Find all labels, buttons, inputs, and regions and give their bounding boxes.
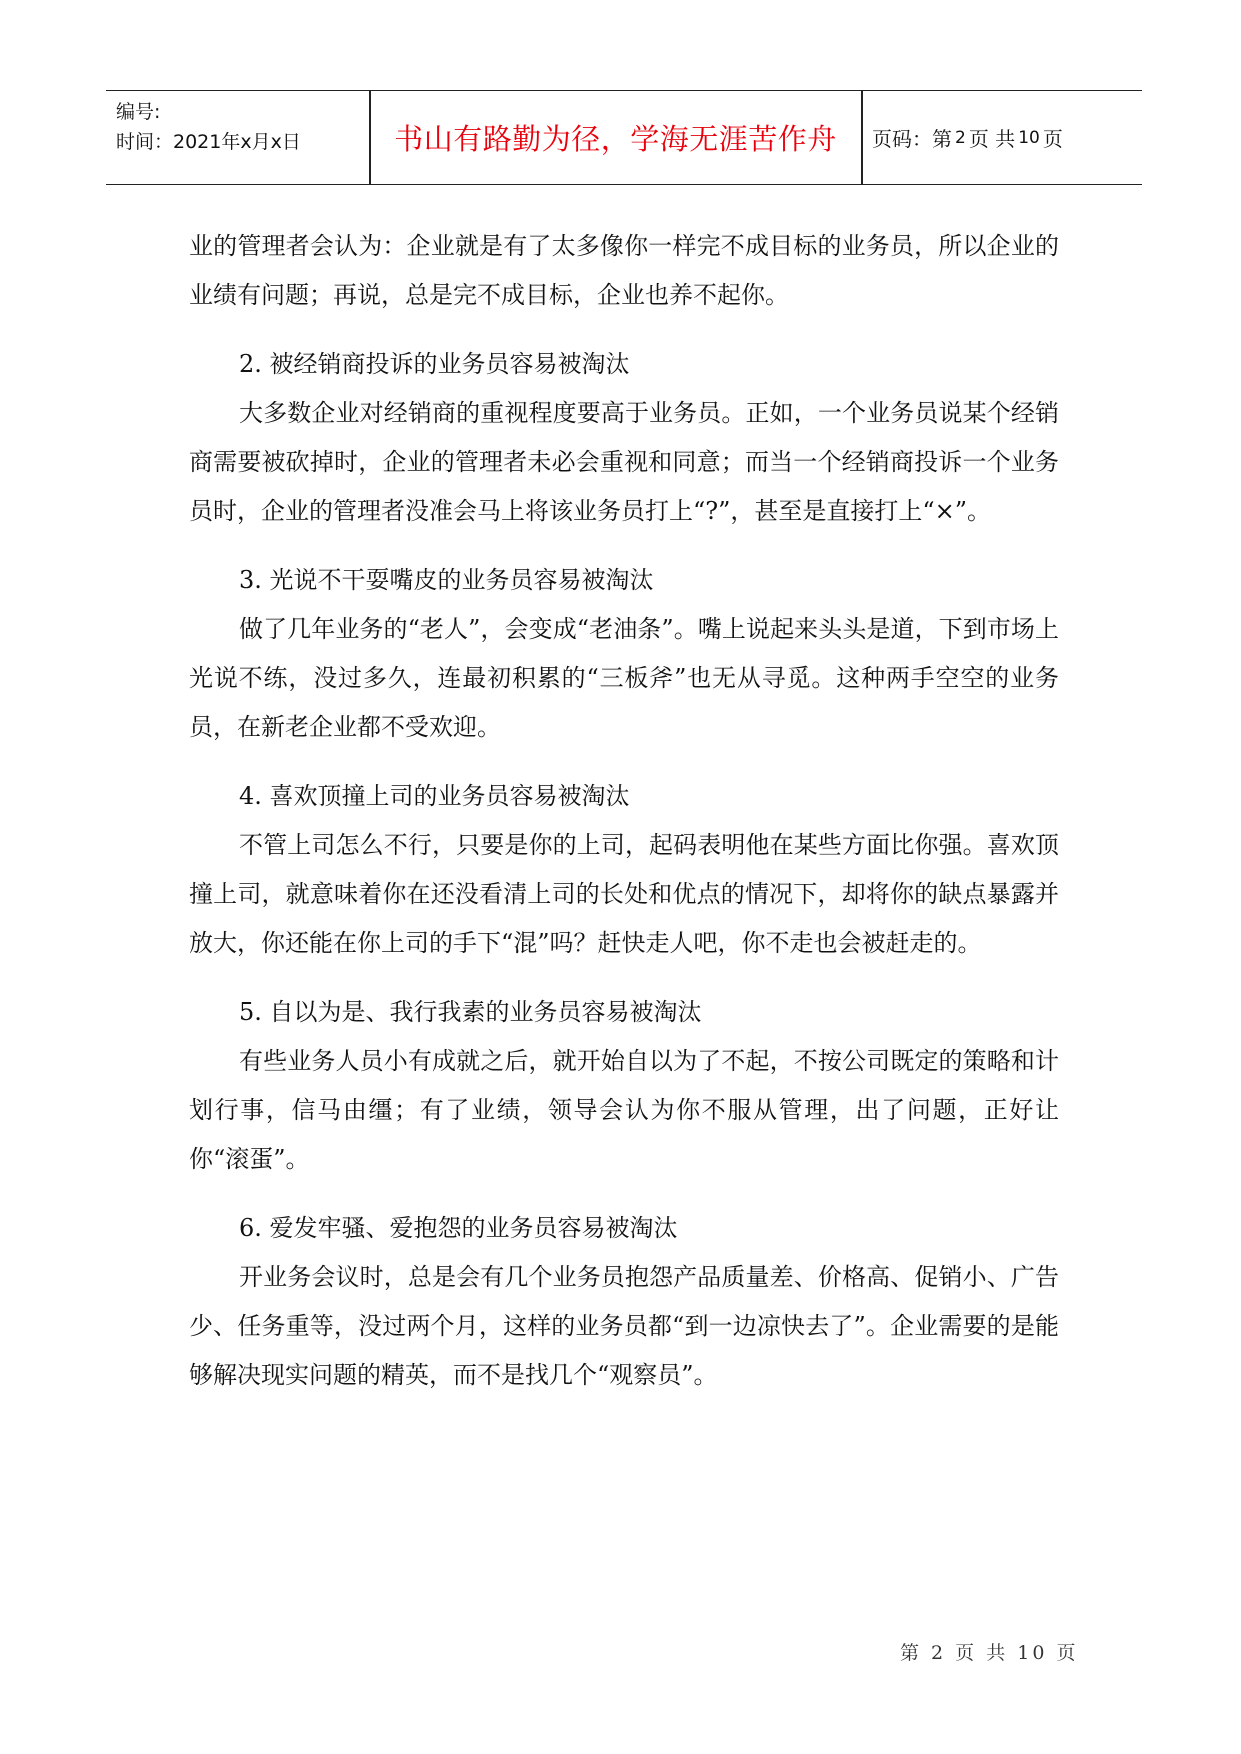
document-body <box>189 222 1059 1400</box>
page-mid: 页 共 <box>968 127 1016 151</box>
section-paragraph: 不管上司怎么不行，只要是你的上司，起码表明他在某些方面比你强。喜欢顶撞上司，就意味着你在还没看清上司的长处和优点的情况下，却将你的缺点暴露并放大，你还能在你上司的手下“混”吗？赶快走人吧，你不走也会被赶走的。 <box>189 831 1059 957</box>
header-divider <box>861 91 863 184</box>
intro-paragraph: 业的管理者会认为：企业就是有了太多像你一样完不成目标的业务员，所以企业的业绩有问题；再说，总是完不成目标，企业也养不起你。 <box>189 232 1059 309</box>
header-meta <box>116 97 301 157</box>
page-header <box>106 90 1142 185</box>
section-paragraph: 开业务会议时，总是会有几个业务员抱怨产品质量差、价格高、促销小、广告少、任务重等，没过两个月，这样的业务员都“到一边凉快去了”。企业需要的是能够解决现实问题的精英，而不是找几个“观察员”。 <box>189 1263 1059 1389</box>
page-current: 2 <box>955 127 966 148</box>
page-total: 10 <box>1018 127 1040 148</box>
document-number-label: 编号: <box>116 101 161 123</box>
section-paragraph: 做了几年业务的“老人”，会变成“老油条”。嘴上说起来头头是道，下到市场上光说不练，没过多久，连最初积累的“三板斧”也无从寻觅。这种两手空空的业务员，在新老企业都不受欢迎。 <box>189 615 1059 741</box>
page-prefix: 页码：第 <box>872 127 952 151</box>
page-suffix: 页 <box>1042 127 1063 151</box>
section-heading: 2. 被经销商投诉的业务员容易被淘汰 <box>239 350 630 378</box>
section-heading: 4. 喜欢顶撞上司的业务员容易被淘汰 <box>239 782 630 810</box>
document-time: 时间：2021年x月x日 <box>116 131 301 153</box>
page-footer: 第 2 页 共 10 页 <box>900 1642 1079 1664</box>
header-motto: 书山有路勤为径，学海无涯苦作舟 <box>394 122 837 156</box>
section-heading: 6. 爱发牢骚、爱抱怨的业务员容易被淘汰 <box>239 1214 678 1242</box>
section-heading: 5. 自以为是、我行我素的业务员容易被淘汰 <box>239 998 702 1026</box>
section-paragraph: 有些业务人员小有成就之后，就开始自以为了不起，不按公司既定的策略和计划行事，信马由缰；有了业绩，领导会认为你不服从管理，出了问题，正好让你“滚蛋”。 <box>189 1047 1059 1173</box>
section-paragraph: 大多数企业对经销商的重视程度要高于业务员。正如，一个业务员说某个经销商需要被砍掉时，企业的管理者未必会重视和同意；而当一个经销商投诉一个业务员时，企业的管理者没准会马上将该业务员打上“?”，甚至是直接打上“×”。 <box>189 399 1059 525</box>
header-page-info <box>872 91 1063 184</box>
section-heading: 3. 光说不干耍嘴皮的业务员容易被淘汰 <box>239 566 654 594</box>
